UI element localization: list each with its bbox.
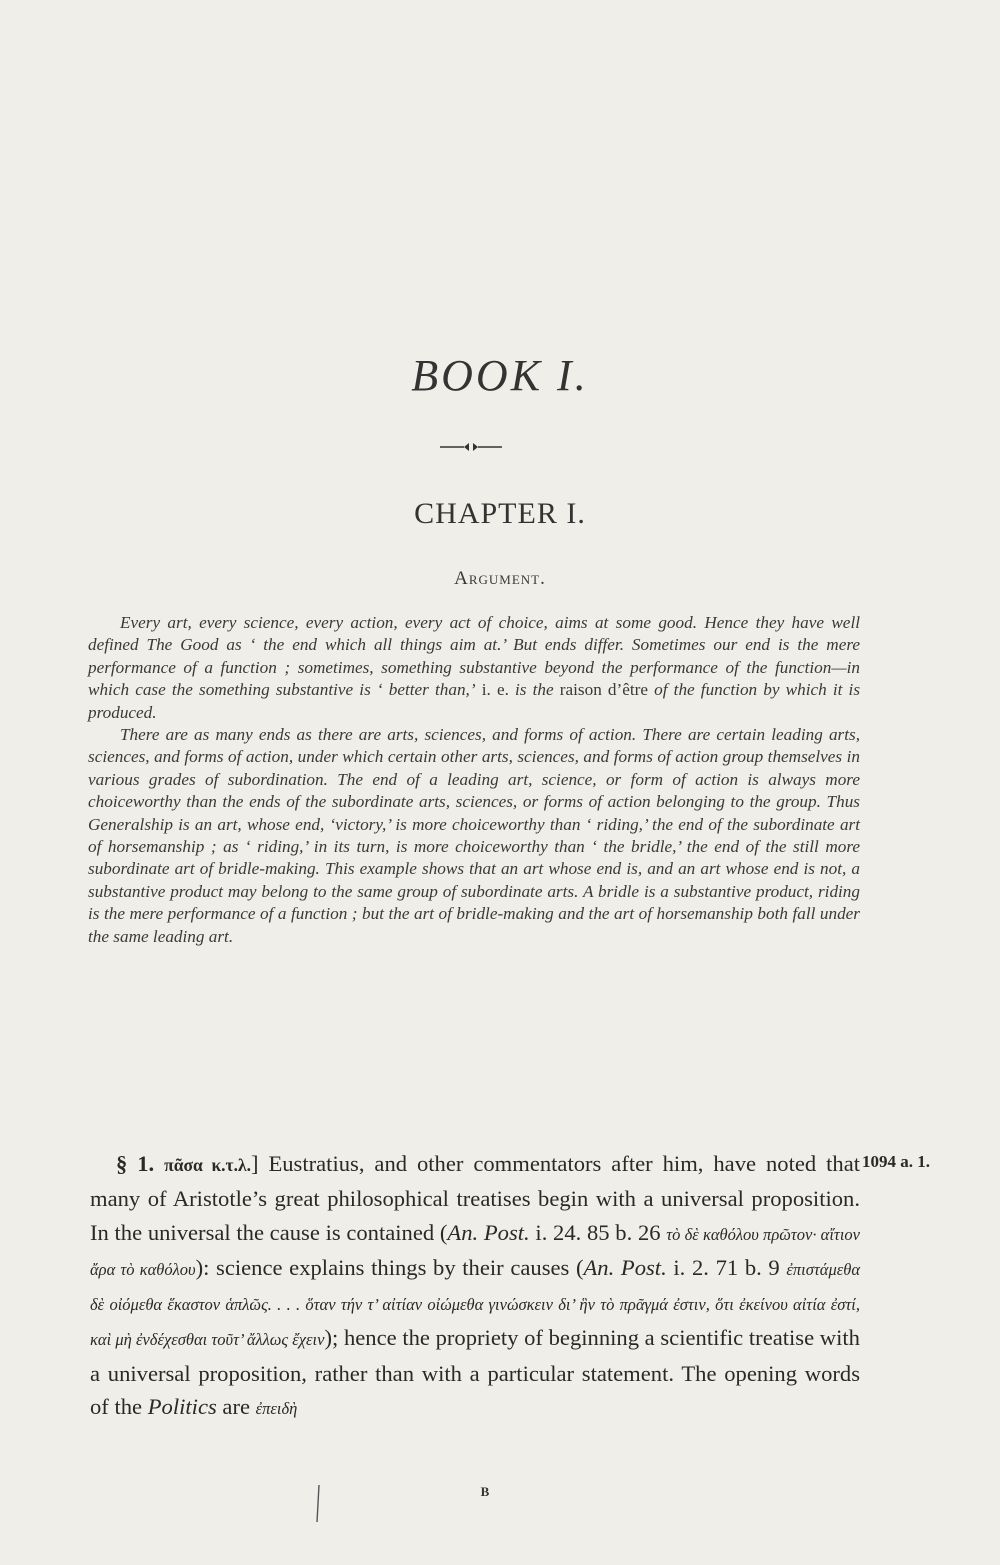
section-number: § 1. bbox=[116, 1151, 155, 1176]
argument-p1-ie: i. e. bbox=[475, 680, 516, 700]
politics-title: Politics bbox=[147, 1394, 217, 1420]
commentary-text-3: ): science explains things by their causes ( bbox=[195, 1254, 584, 1280]
book-title: BOOK I. bbox=[411, 351, 589, 400]
argument-p1-the: the bbox=[532, 680, 554, 700]
argument-paragraph-1 bbox=[88, 612, 860, 724]
argument-heading: Argument. bbox=[454, 568, 546, 589]
commentary-text-4: i. 2. 71 b. 9 bbox=[666, 1254, 787, 1280]
commentary-text-6: are bbox=[216, 1394, 256, 1420]
argument-p1-is: is bbox=[515, 680, 533, 700]
commentary bbox=[90, 1147, 860, 1425]
chapter-title: CHAPTER I. bbox=[414, 497, 586, 530]
ornament-divider bbox=[440, 440, 502, 454]
commentary-text-1: ] Eustratius, and other commentators after him, have noted that many of Aristotle’s great philosophical treatises begin with a universal proposition. In the universal the cause is contained ( bbox=[90, 1151, 860, 1245]
commentary-text-5: ); hence the propriety of beginning a scientific treatise with a universal proposition, rather than with a particular statement. The opening words of the bbox=[90, 1325, 860, 1420]
argument-paragraph-2: There are as many ends as there are arts, sciences, and forms of action. There are certain leading arts, sciences, and forms of action, under which certain other arts, sciences, and forms of action group themselves in various grades of subordination. The end of a leading art, science, or form of action is always more choiceworthy than the ends of the subordinate arts, sciences, or forms of action belonging to the group. Thus Generalship is an art, whose end, ‘victory,’ is more choiceworthy than ‘ riding,’ the end of the subordinate art of horsemanship ; as ‘ riding,’ in its turn, is more choiceworthy than ‘ the bridle,’ the end of the still more subordinate art of bridle-making. This example shows that an art whose end is, and an art whose end is not, a substantive product may belong to the same group of subordinate arts. A bridle is a substantive product, riding is the mere performance of a function ; but the art of bridle-making and the art of horsemanship both fall under the same leading art. bbox=[88, 725, 860, 946]
commentary-paragraph bbox=[90, 1147, 860, 1425]
argument-p1-text: Every art, every science, every action, every act of choice, aims at some good. Hence they have well defined The Good as ‘ the end which all things aim at.’ But ends differ. Sometimes our end is the mere performance of a function ; sometimes, something substantive beyond the performance of the function—in which case the something substantive is ‘ better than,’ bbox=[88, 613, 860, 700]
greek-quote-3: ἐπειδὴ bbox=[255, 1399, 298, 1419]
greek-quote-2: ἐπιστάμεθα δὲ οἰόμεθα ἕκαστον ἁπλῶς. . . . ὅταν τήν τ’ αἰτίαν οἰώμεθα γινώσκειν δι’ ἣν τὸ πρᾶγμά ἐστιν, ὅτι ἐκείνου αἰτία ἐστί, καὶ μὴ ἐνδέχεσθαι τοῦτ’ ἄλλως ἔχειν bbox=[90, 1259, 860, 1350]
argument-p1-end: of the function by which it is produced. bbox=[88, 680, 861, 722]
signature-mark: B bbox=[480, 1484, 490, 1499]
greek-quote-1: τὸ δὲ καθόλου πρῶτον· αἴτιον ἄρα τὸ καθόλου bbox=[90, 1224, 860, 1279]
reference-an-post-2: An. Post. bbox=[583, 1254, 667, 1280]
reference-an-post-1: An. Post. bbox=[447, 1219, 530, 1245]
margin-bekker-reference: 1094 a. 1. bbox=[862, 1152, 930, 1171]
argument-summary bbox=[88, 612, 860, 948]
argument-p1-raison: raison d’être bbox=[553, 680, 649, 700]
commentary-text-2: i. 24. 85 b. 26 bbox=[529, 1219, 667, 1245]
lemma-greek: πᾶσα κ.τ.λ. bbox=[164, 1155, 251, 1175]
